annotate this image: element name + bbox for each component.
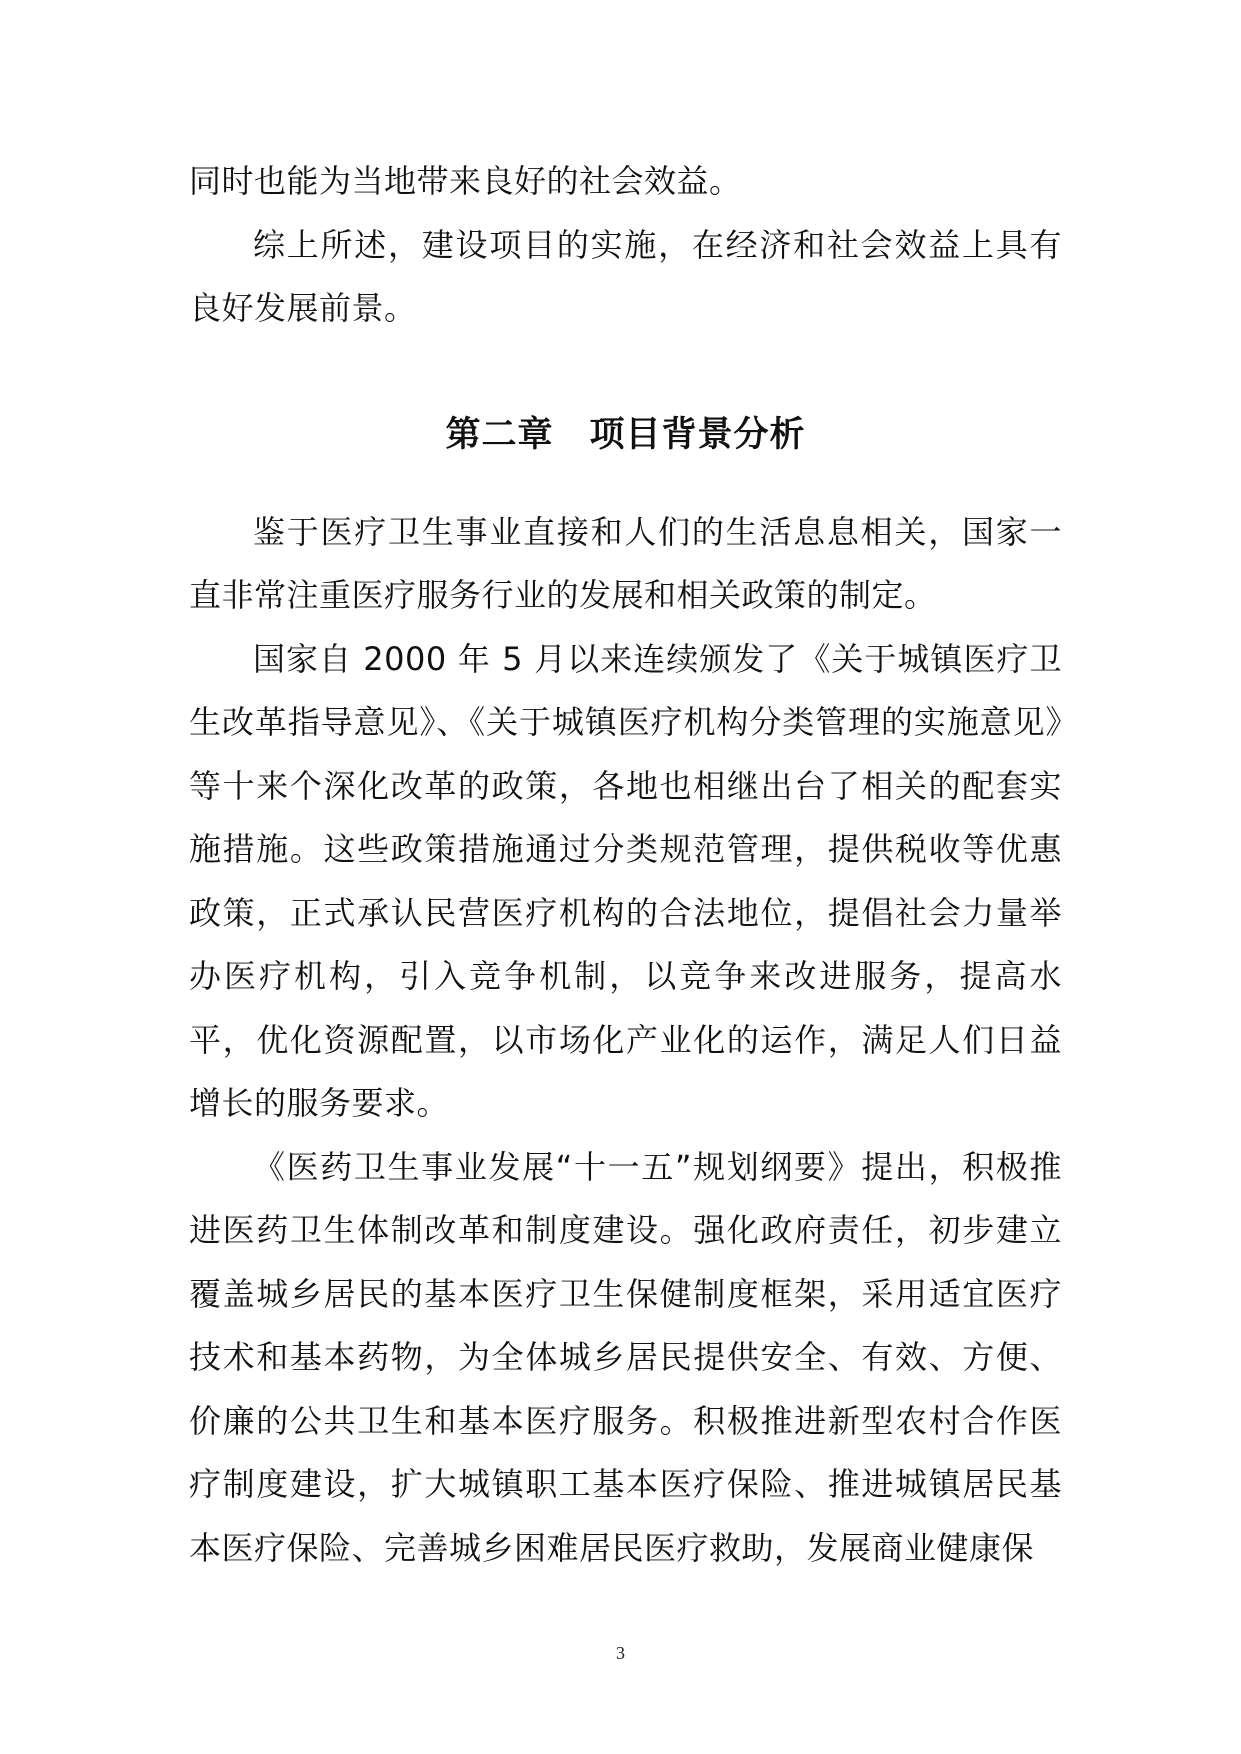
page-number: 3 <box>616 1643 625 1663</box>
paragraph-continuation: 同时也能为当地带来良好的社会效益。 <box>189 162 742 200</box>
chapter-heading: 第二章 项目背景分析 <box>445 414 806 455</box>
page-body <box>189 150 1062 1580</box>
paragraph-healthcare-importance: 鉴于医疗卫生事业直接和人们的生活息息相关，国家一直非常注重医疗服务行业的发展和相关政策的制定。 <box>189 512 1062 614</box>
paragraph-summary: 综上所述，建设项目的实施，在经济和社会效益上具有良好发展前景。 <box>189 225 1062 327</box>
paragraph-policy-history: 国家自 2000 年 5 月以来连续颁发了《关于城镇医疗卫生改革指导意见》、《关于城镇医疗机构分类管理的实施意见》等十来个深化改革的政策，各地也相继出台了相关的配套实施措施。这些政策措施通过分类规范管理，提供税收等优惠政策，正式承认民营医疗机构的合法地位，提倡社会力量举办医疗机构，引入竞争机制，以竞争来改进服务，提高水平，优化资源配置，以市场化产业化的运作，满足人们日益增长的服务要求。 <box>189 639 1062 1122</box>
paragraph-five-year-plan: 《医药卫生事业发展“十一五”规划纲要》提出，积极推进医药卫生体制改革和制度建设。强化政府责任，初步建立覆盖城乡居民的基本医疗卫生保健制度框架，采用适宜医疗技术和基本药物，为全体城乡居民提供安全、有效、方便、价廉的公共卫生和基本医疗服务。积极推进新型农村合作医疗制度建设，扩大城镇职工基本医疗保险、推进城镇居民基本医疗保险、完善城乡困难居民医疗救助，发展商业健康保 <box>189 1147 1062 1567</box>
